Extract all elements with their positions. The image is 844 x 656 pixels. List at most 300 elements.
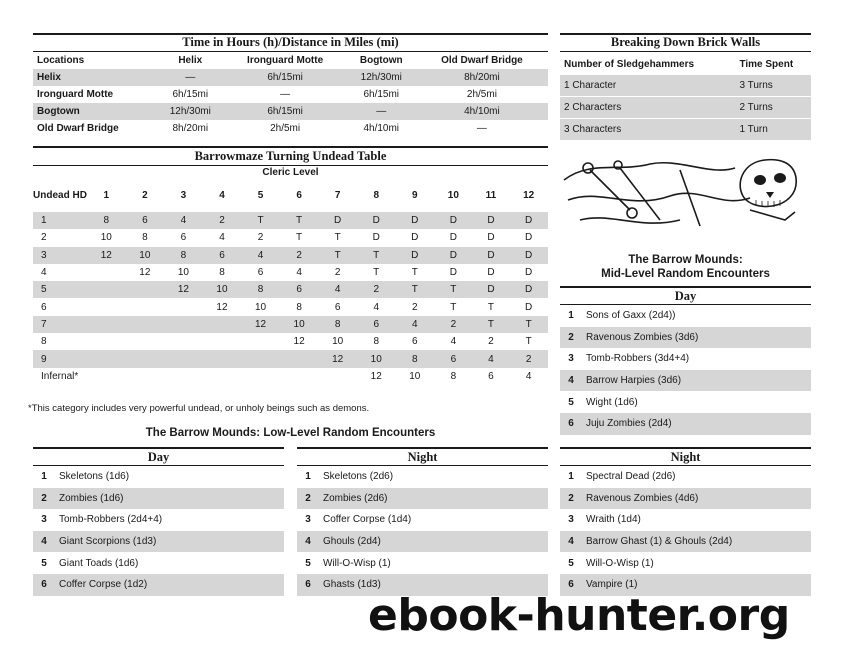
undead-result: D bbox=[372, 215, 380, 227]
travel-location: Helix bbox=[37, 72, 61, 83]
undead-result bbox=[164, 350, 203, 367]
travel-row bbox=[33, 103, 548, 120]
undead-result: 8 bbox=[296, 301, 302, 313]
encounter-roll: 6 bbox=[568, 579, 574, 591]
cleric-level-header: 8 bbox=[373, 190, 379, 201]
bone-tangle-3 bbox=[580, 218, 680, 223]
undead-row bbox=[33, 247, 548, 264]
encounter-row bbox=[297, 466, 548, 488]
undead-row bbox=[33, 281, 548, 298]
undead-result: T bbox=[411, 267, 418, 279]
watermark: ebook-hunter.org bbox=[368, 590, 790, 641]
encounter-name: Ghouls (2d4) bbox=[323, 536, 381, 548]
encounter-roll: 5 bbox=[568, 396, 574, 408]
mid-encounters-title bbox=[560, 253, 811, 281]
undead-result: 2 bbox=[450, 318, 457, 330]
undead-hd: 2 bbox=[41, 232, 47, 244]
undead-result: 4 bbox=[219, 232, 225, 244]
undead-result bbox=[87, 350, 126, 367]
travel-cell: 6h/15mi bbox=[363, 89, 400, 100]
encounter-row bbox=[560, 413, 811, 435]
encounter-roll: 3 bbox=[568, 514, 574, 526]
undead-hd: 7 bbox=[41, 318, 47, 330]
undead-result bbox=[241, 368, 280, 385]
bricks-time: 3 Turns bbox=[739, 80, 773, 91]
undead-hd: 3 bbox=[41, 249, 47, 261]
undead-result: D bbox=[334, 215, 342, 227]
skull-nose bbox=[766, 192, 774, 198]
cleric-level-header: 11 bbox=[485, 190, 497, 201]
encounter-name: Skeletons (2d6) bbox=[323, 471, 394, 483]
undead-hd: 4 bbox=[41, 267, 47, 279]
undead-result: 12 bbox=[370, 370, 382, 382]
undead-result bbox=[87, 298, 126, 315]
undead-table bbox=[33, 180, 548, 385]
undead-result bbox=[280, 350, 319, 367]
undead-result: 8 bbox=[373, 336, 379, 348]
travel-location: Bogtown bbox=[37, 106, 80, 117]
travel-row bbox=[33, 120, 548, 137]
travel-cell: 6h/15mi bbox=[172, 89, 209, 100]
encounter-name: Ghasts (1d3) bbox=[323, 579, 381, 591]
encounter-row bbox=[560, 509, 811, 531]
cleric-level-header: 7 bbox=[334, 190, 341, 201]
encounter-roll: 6 bbox=[41, 579, 47, 591]
undead-result: 12 bbox=[293, 336, 305, 348]
travel-cell: 12h/30mi bbox=[360, 72, 402, 83]
encounter-row bbox=[560, 305, 811, 327]
undead-result: 8 bbox=[142, 232, 148, 244]
encounter-roll: 3 bbox=[568, 353, 574, 365]
mid-title-line2: Mid-Level Random Encounters bbox=[601, 268, 770, 280]
undead-result: 10 bbox=[254, 301, 267, 313]
mid-night-top-rule bbox=[560, 447, 811, 449]
encounter-row bbox=[297, 488, 548, 510]
undead-result: T bbox=[334, 232, 341, 244]
undead-result: 8 bbox=[257, 284, 264, 296]
encounter-roll: 5 bbox=[305, 557, 311, 569]
travel-cell: 4h/10mi bbox=[464, 106, 500, 117]
travel-header-cell: Locations bbox=[37, 55, 85, 66]
undead-result: 12 bbox=[216, 301, 228, 313]
undead-result bbox=[164, 333, 203, 350]
undead-result: D bbox=[449, 249, 457, 261]
undead-result: 6 bbox=[180, 232, 187, 244]
undead-result: 2 bbox=[525, 353, 532, 365]
encounter-row bbox=[560, 488, 811, 510]
undead-result: T bbox=[450, 284, 457, 296]
encounter-name: Barrow Ghast (1) & Ghouls (2d4) bbox=[586, 536, 733, 548]
undead-row bbox=[33, 333, 548, 350]
encounter-roll: 6 bbox=[568, 418, 574, 430]
undead-result: D bbox=[411, 249, 419, 261]
undead-result: 10 bbox=[370, 353, 382, 365]
low-night-label: Night bbox=[407, 450, 438, 464]
mid-title-line1: The Barrow Mounds: bbox=[628, 254, 743, 266]
undead-result: 4 bbox=[296, 267, 302, 279]
undead-result: 8 bbox=[219, 267, 225, 279]
encounter-row bbox=[33, 574, 284, 596]
undead-result bbox=[241, 350, 280, 367]
undead-result bbox=[87, 368, 126, 385]
bricks-title: Breaking Down Brick Walls bbox=[610, 35, 761, 49]
encounter-row bbox=[33, 488, 284, 510]
undead-row bbox=[33, 350, 548, 367]
travel-row bbox=[33, 86, 548, 103]
undead-hd: 5 bbox=[41, 284, 47, 296]
encounter-name: Wight (1d6) bbox=[586, 396, 638, 408]
undead-result: 10 bbox=[216, 284, 228, 296]
undead-result: D bbox=[525, 284, 533, 296]
bricks-title-rule bbox=[560, 51, 811, 52]
encounter-roll: 4 bbox=[568, 375, 574, 387]
undead-row bbox=[33, 316, 548, 333]
undead-result bbox=[203, 333, 242, 350]
bricks-header-cell: Number of Sledgehammers bbox=[564, 58, 695, 70]
undead-title: Barrowmaze Turning Undead Table bbox=[194, 149, 387, 163]
undead-result: 4 bbox=[412, 318, 418, 330]
travel-cell: 8h/20mi bbox=[464, 72, 500, 83]
encounter-row bbox=[560, 466, 811, 488]
cleric-level-header: 2 bbox=[142, 190, 148, 201]
undead-hd: 9 bbox=[41, 353, 47, 365]
encounter-roll: 1 bbox=[305, 471, 311, 483]
undead-result: 12 bbox=[254, 318, 267, 330]
undead-result: 10 bbox=[177, 267, 189, 279]
undead-result: 2 bbox=[373, 284, 379, 296]
bricks-time: 1 Turn bbox=[739, 124, 768, 135]
undead-result: D bbox=[487, 215, 495, 227]
undead-result bbox=[126, 298, 165, 315]
encounter-roll: 1 bbox=[568, 471, 574, 483]
encounter-row bbox=[560, 348, 811, 370]
cleric-level-label: Cleric Level bbox=[262, 167, 319, 178]
undead-result: T bbox=[373, 267, 380, 279]
encounter-name: Giant Scorpions (1d3) bbox=[59, 536, 157, 548]
encounter-row bbox=[33, 552, 284, 574]
undead-result: 12 bbox=[139, 267, 151, 279]
undead-result: 4 bbox=[488, 353, 494, 365]
low-encounters-title: The Barrow Mounds: Low-Level Random Encounters bbox=[145, 427, 436, 439]
cleric-level-header: 6 bbox=[296, 190, 302, 201]
encounter-name: Will-O-Wisp (1) bbox=[586, 557, 654, 569]
undead-result: D bbox=[487, 249, 495, 261]
undead-result bbox=[164, 316, 203, 333]
mid-day-top-rule bbox=[560, 286, 811, 288]
low-night-table bbox=[297, 466, 548, 596]
undead-result: T bbox=[257, 215, 264, 227]
undead-row bbox=[33, 298, 548, 315]
undead-hd: 1 bbox=[41, 215, 47, 227]
bone-tangle-1 bbox=[564, 163, 735, 180]
undead-result: 8 bbox=[450, 370, 457, 382]
bone-2 bbox=[620, 168, 660, 220]
encounter-roll: 4 bbox=[568, 536, 574, 548]
travel-header-cell: Bogtown bbox=[359, 55, 403, 66]
undead-result bbox=[126, 368, 165, 385]
undead-result bbox=[126, 316, 165, 333]
encounter-name: Barrow Harpies (3d6) bbox=[586, 375, 682, 387]
undead-result bbox=[126, 350, 165, 367]
undead-result: 12 bbox=[100, 249, 112, 261]
encounter-name: Giant Toads (1d6) bbox=[59, 557, 139, 569]
travel-cell: — bbox=[376, 106, 387, 117]
bricks-row bbox=[560, 97, 811, 119]
encounter-roll: 2 bbox=[305, 492, 311, 504]
undead-result: T bbox=[450, 301, 457, 313]
undead-result: 6 bbox=[142, 215, 148, 227]
undead-result: 2 bbox=[219, 215, 225, 227]
undead-result: D bbox=[487, 284, 495, 296]
bricks-row bbox=[560, 119, 811, 141]
travel-header-cell: Helix bbox=[178, 55, 203, 66]
undead-result: 8 bbox=[412, 353, 418, 365]
bricks-row bbox=[560, 75, 811, 97]
undead-result bbox=[164, 368, 203, 385]
undead-result: 6 bbox=[257, 267, 264, 279]
encounter-name: Ravenous Zombies (4d6) bbox=[586, 492, 699, 504]
bricks-characters: 1 Character bbox=[564, 80, 617, 91]
travel-cell: 12h/30mi bbox=[169, 106, 211, 117]
travel-row bbox=[33, 69, 548, 86]
undead-result: T bbox=[411, 284, 418, 296]
encounter-row bbox=[297, 509, 548, 531]
undead-result: 10 bbox=[139, 249, 151, 261]
undead-result: D bbox=[411, 215, 419, 227]
cleric-level-header: 12 bbox=[523, 190, 535, 201]
undead-result: 8 bbox=[180, 249, 187, 261]
undead-result: 12 bbox=[177, 284, 189, 296]
undead-hd: 8 bbox=[41, 336, 47, 348]
undead-result: D bbox=[372, 232, 380, 244]
cleric-level-header: 4 bbox=[219, 190, 225, 201]
undead-result: 6 bbox=[296, 284, 302, 296]
encounter-name: Zombies (1d6) bbox=[59, 492, 124, 504]
undead-result bbox=[241, 333, 280, 350]
cleric-level-header: 5 bbox=[257, 190, 264, 201]
travel-cell: 2h/5mi bbox=[270, 123, 301, 134]
cleric-level-header: 9 bbox=[412, 190, 418, 201]
undead-result: 4 bbox=[525, 370, 532, 382]
travel-cell: 8h/20mi bbox=[172, 123, 209, 134]
travel-cell: 4h/10mi bbox=[363, 123, 400, 134]
undead-result: D bbox=[525, 249, 533, 261]
encounter-name: Zombies (2d6) bbox=[323, 492, 388, 504]
encounter-row bbox=[33, 531, 284, 553]
undead-hd: 6 bbox=[41, 301, 47, 313]
encounter-name: Coffer Corpse (1d2) bbox=[59, 579, 148, 591]
undead-result bbox=[87, 264, 126, 281]
encounter-name: Ravenous Zombies (3d6) bbox=[586, 331, 699, 343]
encounter-name: Wraith (1d4) bbox=[586, 514, 641, 526]
cleric-level-header: 10 bbox=[447, 190, 459, 201]
encounter-row bbox=[560, 327, 811, 349]
undead-result: 4 bbox=[373, 301, 379, 313]
undead-title-rule bbox=[33, 165, 548, 166]
low-day-top-rule bbox=[33, 447, 284, 449]
bricks-characters: 3 Characters bbox=[564, 124, 622, 135]
undead-result bbox=[87, 333, 126, 350]
low-night-top-rule bbox=[297, 447, 548, 449]
bricks-table bbox=[560, 54, 811, 140]
undead-result: T bbox=[296, 232, 303, 244]
encounter-roll: 3 bbox=[41, 514, 47, 526]
undead-result bbox=[87, 281, 126, 298]
undead-result: 2 bbox=[412, 301, 418, 313]
encounter-row bbox=[560, 370, 811, 392]
travel-cell: 6h/15mi bbox=[267, 72, 303, 83]
undead-result: 6 bbox=[373, 318, 379, 330]
undead-result bbox=[126, 333, 165, 350]
undead-result: 6 bbox=[488, 370, 494, 382]
travel-location: Ironguard Motte bbox=[37, 89, 114, 100]
undead-result: 10 bbox=[332, 336, 344, 348]
undead-result bbox=[203, 316, 242, 333]
undead-result: 6 bbox=[219, 249, 225, 261]
travel-location: Old Dwarf Bridge bbox=[37, 123, 119, 134]
mid-day-label: Day bbox=[674, 289, 697, 303]
encounter-row bbox=[33, 509, 284, 531]
undead-result: D bbox=[449, 215, 457, 227]
encounter-roll: 5 bbox=[41, 557, 47, 569]
travel-cell: — bbox=[280, 89, 291, 100]
undead-row bbox=[33, 264, 548, 281]
encounter-roll: 4 bbox=[41, 536, 47, 548]
encounter-name: Coffer Corpse (1d4) bbox=[323, 514, 412, 526]
cleric-level-header: 1 bbox=[103, 190, 110, 201]
undead-result: 2 bbox=[296, 249, 302, 261]
skull bbox=[740, 160, 796, 207]
encounter-name: Juju Zombies (2d4) bbox=[586, 418, 672, 430]
travel-cell: — bbox=[185, 72, 196, 83]
undead-result: 4 bbox=[257, 249, 264, 261]
mid-night-table bbox=[560, 466, 811, 596]
encounter-roll: 3 bbox=[305, 514, 311, 526]
undead-result: D bbox=[411, 232, 419, 244]
encounter-row bbox=[33, 466, 284, 488]
skull-eye-right bbox=[774, 173, 786, 183]
undead-result: 6 bbox=[412, 336, 418, 348]
travel-table bbox=[33, 52, 548, 137]
bone-tangle-2 bbox=[568, 193, 750, 201]
encounter-roll: 6 bbox=[305, 579, 311, 591]
undead-result bbox=[164, 298, 203, 315]
undead-result: D bbox=[525, 215, 533, 227]
encounter-roll: 2 bbox=[568, 331, 574, 343]
undead-result: 6 bbox=[450, 353, 457, 365]
undead-result bbox=[280, 368, 319, 385]
undead-hd-header: Undead HD bbox=[33, 190, 87, 201]
encounter-roll: 4 bbox=[305, 536, 311, 548]
encounter-row bbox=[297, 531, 548, 553]
undead-result: T bbox=[487, 301, 495, 313]
encounter-roll: 2 bbox=[41, 492, 47, 504]
undead-result: 4 bbox=[180, 215, 187, 227]
travel-cell: 6h/15mi bbox=[267, 106, 303, 117]
undead-result: T bbox=[525, 318, 532, 330]
encounter-row bbox=[297, 552, 548, 574]
undead-result: 10 bbox=[293, 318, 305, 330]
undead-result: T bbox=[525, 336, 532, 348]
travel-title: Time in Hours (h)/Distance in Miles (mi) bbox=[182, 35, 399, 49]
undead-result: D bbox=[487, 232, 495, 244]
encounter-name: Skeletons (1d6) bbox=[59, 471, 130, 483]
undead-top-rule bbox=[33, 146, 548, 148]
undead-result bbox=[318, 368, 357, 385]
travel-cell: 2h/5mi bbox=[466, 89, 497, 100]
skull-eye-left bbox=[754, 175, 766, 185]
undead-result bbox=[203, 368, 242, 385]
undead-result: 8 bbox=[103, 215, 110, 227]
undead-result: T bbox=[373, 249, 380, 261]
bricks-header-cell: Time Spent bbox=[739, 58, 794, 70]
undead-result: 4 bbox=[334, 284, 341, 296]
low-day-table bbox=[33, 466, 284, 596]
undead-result bbox=[126, 281, 165, 298]
low-day-label: Day bbox=[147, 450, 170, 464]
encounter-roll: 2 bbox=[568, 492, 574, 504]
undead-result: 6 bbox=[334, 301, 341, 313]
undead-result: D bbox=[525, 232, 533, 244]
encounter-roll: 5 bbox=[568, 557, 574, 569]
undead-result bbox=[203, 350, 242, 367]
undead-result: D bbox=[487, 267, 495, 279]
encounter-name: Sons of Gaxx (2d4)) bbox=[586, 310, 676, 322]
undead-result: 2 bbox=[334, 267, 341, 279]
travel-header-cell: Ironguard Motte bbox=[247, 55, 324, 66]
cleric-level-header: 3 bbox=[180, 190, 187, 201]
undead-result: T bbox=[296, 215, 303, 227]
mid-day-table bbox=[560, 305, 811, 435]
encounter-roll: 1 bbox=[41, 471, 47, 483]
travel-header-cell: Old Dwarf Bridge bbox=[441, 55, 523, 66]
encounter-name: Tomb-Robbers (3d4+4) bbox=[586, 353, 690, 365]
encounter-name: Tomb-Robbers (2d4+4) bbox=[59, 514, 163, 526]
undead-result: 2 bbox=[488, 336, 494, 348]
skull-bones-illustration bbox=[560, 150, 811, 242]
encounter-row bbox=[560, 531, 811, 553]
undead-row bbox=[33, 229, 548, 246]
encounter-row bbox=[560, 391, 811, 413]
undead-result: D bbox=[449, 232, 457, 244]
travel-cell: — bbox=[476, 123, 487, 134]
bone-1 bbox=[590, 170, 630, 210]
mid-night-label: Night bbox=[670, 450, 701, 464]
undead-result: 10 bbox=[100, 232, 112, 244]
undead-hd: Infernal* bbox=[41, 370, 79, 382]
encounter-roll: 1 bbox=[568, 310, 574, 322]
undead-result: 2 bbox=[257, 232, 264, 244]
undead-row bbox=[33, 212, 548, 229]
undead-result: 8 bbox=[334, 318, 341, 330]
undead-result: D bbox=[525, 301, 533, 313]
bone-knob-2 bbox=[627, 208, 637, 218]
encounter-name: Spectral Dead (2d6) bbox=[586, 471, 676, 483]
undead-result: T bbox=[334, 249, 341, 261]
bone-3 bbox=[680, 170, 700, 226]
undead-result bbox=[87, 316, 126, 333]
undead-result: T bbox=[487, 318, 495, 330]
bricks-characters: 2 Characters bbox=[564, 102, 622, 113]
undead-footnote: *This category includes very powerful undead, or unholy beings such as demons. bbox=[28, 403, 370, 414]
undead-result: D bbox=[449, 267, 457, 279]
encounter-name: Vampire (1) bbox=[586, 579, 638, 591]
undead-result: 10 bbox=[409, 370, 421, 382]
undead-result: 4 bbox=[450, 336, 457, 348]
dagger bbox=[750, 210, 795, 220]
undead-result: D bbox=[525, 267, 533, 279]
bricks-time: 2 Turns bbox=[739, 102, 773, 113]
